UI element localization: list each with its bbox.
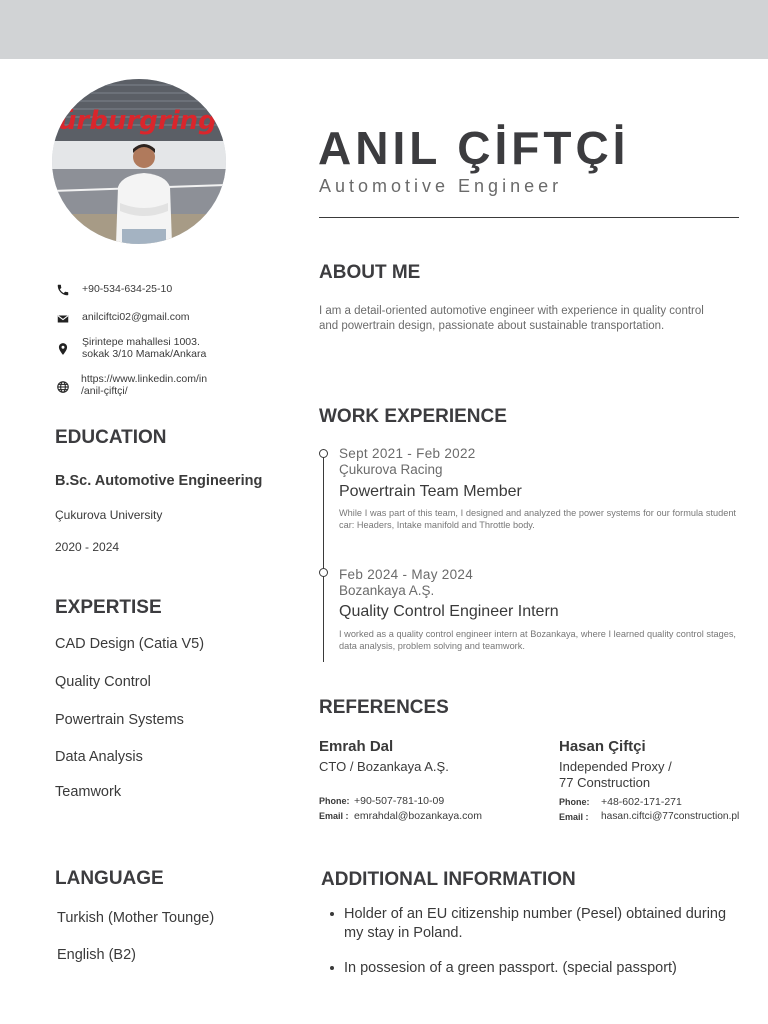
expertise-item: CAD Design (Catia V5) (55, 636, 205, 652)
website-line-2: /anil-çiftçi/ (81, 385, 128, 397)
education-heading: EDUCATION (55, 427, 167, 448)
website-line-1: https://www.linkedin.com/in (81, 373, 208, 385)
expertise-item: Data Analysis (55, 749, 143, 765)
language-heading: LANGUAGE (55, 868, 164, 889)
job-company: Bozankaya A.Ş. (339, 583, 435, 598)
reference-phone-label: Phone: (319, 796, 350, 806)
language-item: Turkish (Mother Tounge) (57, 910, 215, 926)
reference-name: Emrah Dal (319, 738, 394, 755)
contact-address (82, 336, 206, 360)
education-school: Çukurova University (55, 508, 163, 522)
location-pin-icon (56, 342, 70, 356)
reference-position-line: CTO / Bozankaya A.Ş. (319, 759, 449, 774)
about-text: I am a detail-oriented automotive engineer with experience in quality control and powertrain design, passionate about sustainable transportation. (319, 305, 704, 332)
reference-phone[interactable]: +48-602-171-271 (601, 796, 682, 808)
job-title: Automotive Engineer (319, 176, 563, 196)
timeline-dot (319, 568, 328, 577)
additional-list (320, 905, 730, 994)
mail-icon (56, 312, 70, 326)
expertise-item: Powertrain Systems (55, 712, 184, 728)
photo-sign-text: ürburgring (58, 106, 217, 136)
job-dates: Feb 2024 - May 2024 (339, 567, 474, 582)
address-line-1: Şirintepe mahallesi 1003. (82, 336, 200, 348)
reference-email-label: Email : (559, 812, 589, 822)
job-description: While I was part of this team, I designed and analyzed the power systems for our formula student car: Headers, Intake manifold and Throttle body. (339, 508, 736, 530)
reference-phone[interactable]: +90-507-781-10-09 (354, 795, 445, 807)
expertise-heading: EXPERTISE (55, 597, 162, 618)
address-line-2: sokak 3/10 Mamak/Ankara (82, 348, 207, 360)
globe-icon (56, 380, 70, 394)
job-description: I worked as a quality control engineer intern at Bozankaya, where I learned quality control stages, data analysis, problem solving and teamwork. (339, 629, 736, 651)
contact-phone[interactable]: +90-534-634-25-10 (82, 283, 173, 295)
reference-position (319, 759, 519, 775)
profile-photo (52, 79, 226, 244)
contact-email[interactable]: anilciftci02@gmail.com (82, 311, 190, 323)
reference-email[interactable]: emrahdal@bozankaya.com (354, 810, 482, 822)
job-position: Powertrain Team Member (339, 483, 522, 500)
full-name: ANIL ÇİFTÇİ (318, 122, 630, 174)
reference-position-line: 77 Construction (559, 775, 651, 790)
education-years: 2020 - 2024 (55, 540, 120, 554)
education-degree: B.Sc. Automotive Engineering (55, 473, 263, 489)
timeline-dot (319, 449, 328, 458)
reference-position-line: Independed Proxy / (559, 759, 672, 774)
expertise-item: Teamwork (55, 784, 122, 800)
references-heading: REFERENCES (319, 697, 449, 718)
reference-email[interactable]: hasan.ciftci@77construction.pl (601, 811, 740, 822)
reference-name: Hasan Çiftçi (559, 738, 646, 755)
phone-icon (56, 283, 70, 297)
additional-heading: ADDITIONAL INFORMATION (321, 869, 576, 890)
language-item: English (B2) (57, 947, 136, 963)
additional-item: Holder of an EU citizenship number (Pesel) obtained during my stay in Poland. (320, 905, 730, 943)
job-position: Quality Control Engineer Intern (339, 603, 559, 620)
reference-phone-label: Phone: (559, 797, 590, 807)
additional-item: In possesion of a green passport. (special passport) (320, 959, 730, 978)
job-company: Çukurova Racing (339, 462, 443, 477)
timeline-line (323, 454, 324, 662)
about-heading: ABOUT ME (319, 262, 421, 283)
header-divider (319, 217, 739, 218)
expertise-item: Quality Control (55, 674, 151, 690)
job-dates: Sept 2021 - Feb 2022 (339, 446, 476, 461)
top-banner (0, 0, 768, 59)
work-heading: WORK EXPERIENCE (319, 406, 507, 427)
reference-position (559, 759, 739, 791)
reference-email-label: Email : (319, 811, 349, 821)
contact-website[interactable] (81, 373, 207, 397)
